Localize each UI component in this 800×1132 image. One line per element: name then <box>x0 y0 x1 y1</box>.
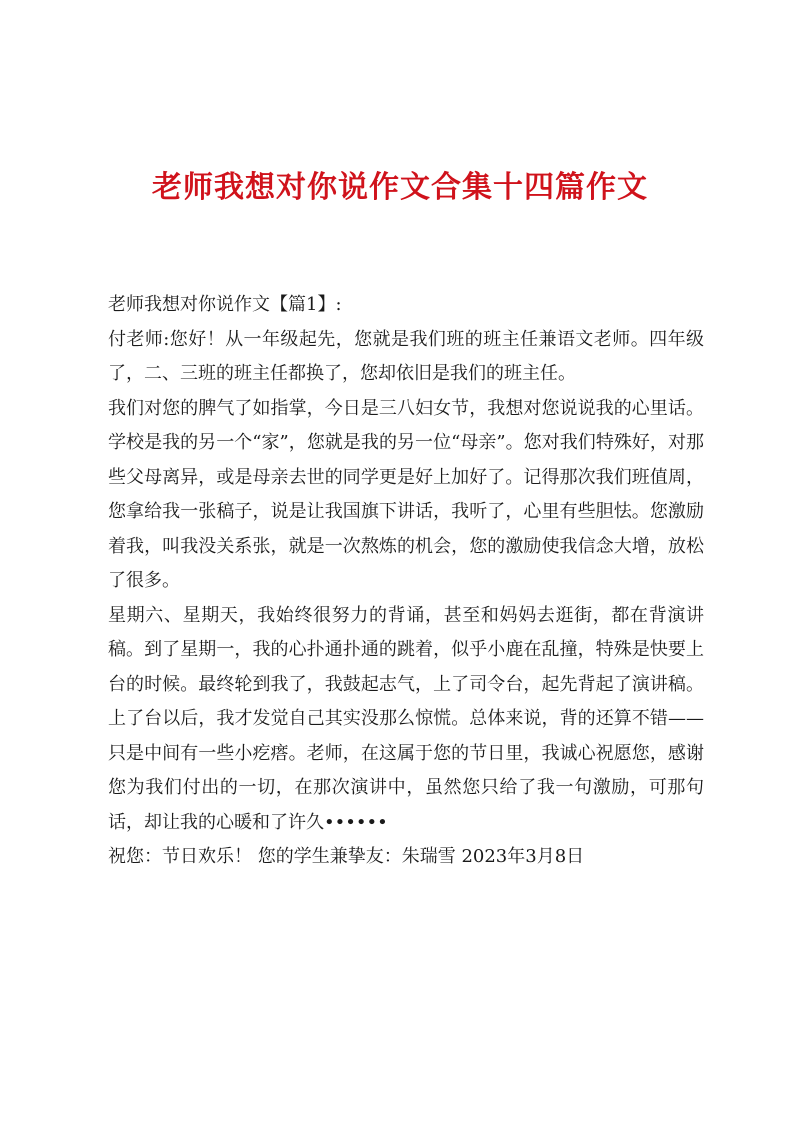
paragraph-speech-day: 星期六、星期天，我始终很努力的背诵，甚至和妈妈去逛街，都在背演讲稿。到了星期一，我的心扑通扑通的跳着，似乎小鹿在乱撞，特殊是快要上台的时候。最终轮到我了，我鼓起志气，上了司令台，起先背起了演讲稿。上了台以后，我才发觉自己其实没那么惊慌。总体来说，背的还算不错——只是中间有一些小疙瘩。老师，在这属于您的节日里，我诚心祝愿您，感谢您为我们付出的一切，在那次演讲中，虽然您只给了我一句激励，可那句话，却让我的心暖和了许久•••••• <box>108 604 704 833</box>
document-body <box>108 288 704 875</box>
paragraph-speech-memory: 我们对您的脾气了如指掌，今日是三八妇女节，我想对您说说我的心里话。学校是我的另一个“家”，您就是我的另一位“母亲”。您对我们特殊好，对那些父母离异，或是母亲去世的同学更是好上加好了。记得那次我们班值周，您拿给我一张稿子，说是让我国旗下讲话，我听了，心里有些胆怯。您激励着我，叫我没关系张，就是一次熬炼的机会，您的激励使我信念大增，放松了很多。 <box>108 397 704 591</box>
paragraph-greeting: 付老师:您好！从一年级起先，您就是我们班的班主任兼语文老师。四年级了，二、三班的班主任都换了，您却依旧是我们的班主任。 <box>108 328 704 384</box>
document-title: 老师我想对你说作文合集十四篇作文 <box>152 170 648 205</box>
section-heading: 老师我想对你说作文【篇1】: <box>108 294 342 315</box>
paragraph-signature: 祝您：节日欢乐！ 您的学生兼挚友：朱瑞雪 2023年3月8日 <box>108 846 585 867</box>
